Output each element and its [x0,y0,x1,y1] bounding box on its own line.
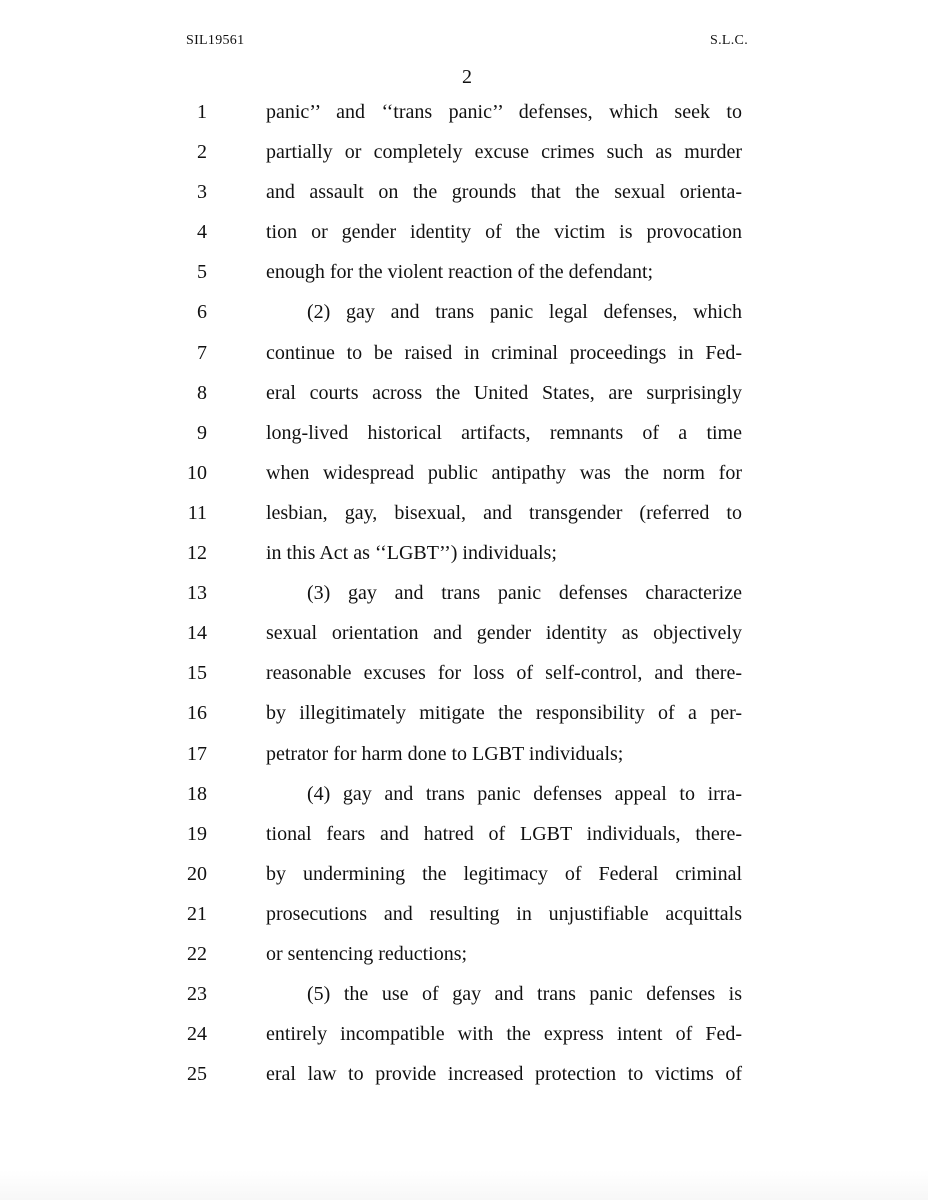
line-number: 12 [187,542,207,565]
line-number: 25 [187,1063,207,1086]
line-number: 17 [187,742,207,765]
text-line [0,615,928,655]
line-number: 20 [187,862,207,885]
text-line [0,254,928,294]
line-text: (5) the use of gay and trans panic defenses is [307,983,742,1006]
text-line [0,816,928,856]
text-line [0,174,928,214]
text-line [0,776,928,816]
line-number: 13 [187,582,207,605]
text-line [0,455,928,495]
line-number: 4 [197,221,207,244]
line-text: sexual orientation and gender identity as objectively [266,622,742,645]
line-number: 23 [187,983,207,1006]
text-line [0,856,928,896]
bill-id: SIL19561 [186,33,245,48]
text-line [0,896,928,936]
text-line [0,294,928,334]
line-text: petrator for harm done to LGBT individuals; [266,742,624,765]
text-line [0,335,928,375]
line-number: 22 [187,942,207,965]
line-number: 9 [197,421,207,444]
text-line [0,535,928,575]
line-number: 11 [187,501,207,524]
line-text: reasonable excuses for loss of self-control, and there- [266,662,742,685]
line-text: partially or completely excuse crimes such as murder [266,141,742,164]
text-line [0,976,928,1016]
line-number: 16 [187,702,207,725]
line-number: 15 [187,662,207,685]
text-line [0,1056,928,1096]
numbered-lines [0,94,928,1096]
page-number: 2 [462,66,472,88]
text-line [0,375,928,415]
line-number: 18 [187,782,207,805]
text-line [0,495,928,535]
line-text: by illegitimately mitigate the responsibility of a per- [266,702,742,725]
line-number: 7 [197,341,207,364]
line-number: 8 [197,381,207,404]
line-text: entirely incompatible with the express intent of Fed- [266,1023,742,1046]
text-line [0,936,928,976]
text-line [0,415,928,455]
line-text: long-lived historical artifacts, remnants of a time [266,421,742,444]
line-number: 1 [197,101,207,123]
line-number: 10 [187,461,207,484]
line-text: when widespread public antipathy was the norm for [266,461,742,484]
line-number: 2 [197,141,207,164]
line-text: tional fears and hatred of LGBT individuals, there- [266,822,742,845]
line-text: tion or gender identity of the victim is provocation [266,221,742,244]
line-text: (4) gay and trans panic defenses appeal to irra- [307,782,742,805]
line-number: 5 [197,261,207,284]
text-line [0,1016,928,1056]
line-text: (3) gay and trans panic defenses characterize [307,582,742,605]
line-number: 6 [197,301,207,324]
text-line [0,575,928,615]
line-text: lesbian, gay, bisexual, and transgender (referred to [266,501,742,524]
line-text: eral law to provide increased protection to victims of [266,1063,742,1086]
line-text: prosecutions and resulting in unjustifiable acquittals [266,902,742,925]
line-text: panic’’ and ‘‘trans panic’’ defenses, which seek to [266,101,742,123]
text-line [0,214,928,254]
line-number: 3 [197,181,207,204]
text-line [0,695,928,735]
office-code: S.L.C. [710,33,748,48]
line-text: and assault on the grounds that the sexual orienta- [266,181,742,204]
text-line [0,94,928,134]
text-line [0,655,928,695]
text-line [0,134,928,174]
line-number: 14 [187,622,207,645]
line-text: in this Act as ‘‘LGBT’’) individuals; [266,542,557,565]
text-line [0,736,928,776]
line-text: continue to be raised in criminal proceedings in Fed- [266,341,742,364]
line-number: 24 [187,1023,207,1046]
page-bottom-edge [0,1170,928,1200]
line-text: eral courts across the United States, are surprisingly [266,381,742,404]
line-text: or sentencing reductions; [266,942,468,965]
line-text: enough for the violent reaction of the defendant; [266,261,654,284]
line-number: 21 [187,902,207,925]
line-text: (2) gay and trans panic legal defenses, which [307,301,742,324]
line-number: 19 [187,822,207,845]
line-text: by undermining the legitimacy of Federal criminal [266,862,742,885]
